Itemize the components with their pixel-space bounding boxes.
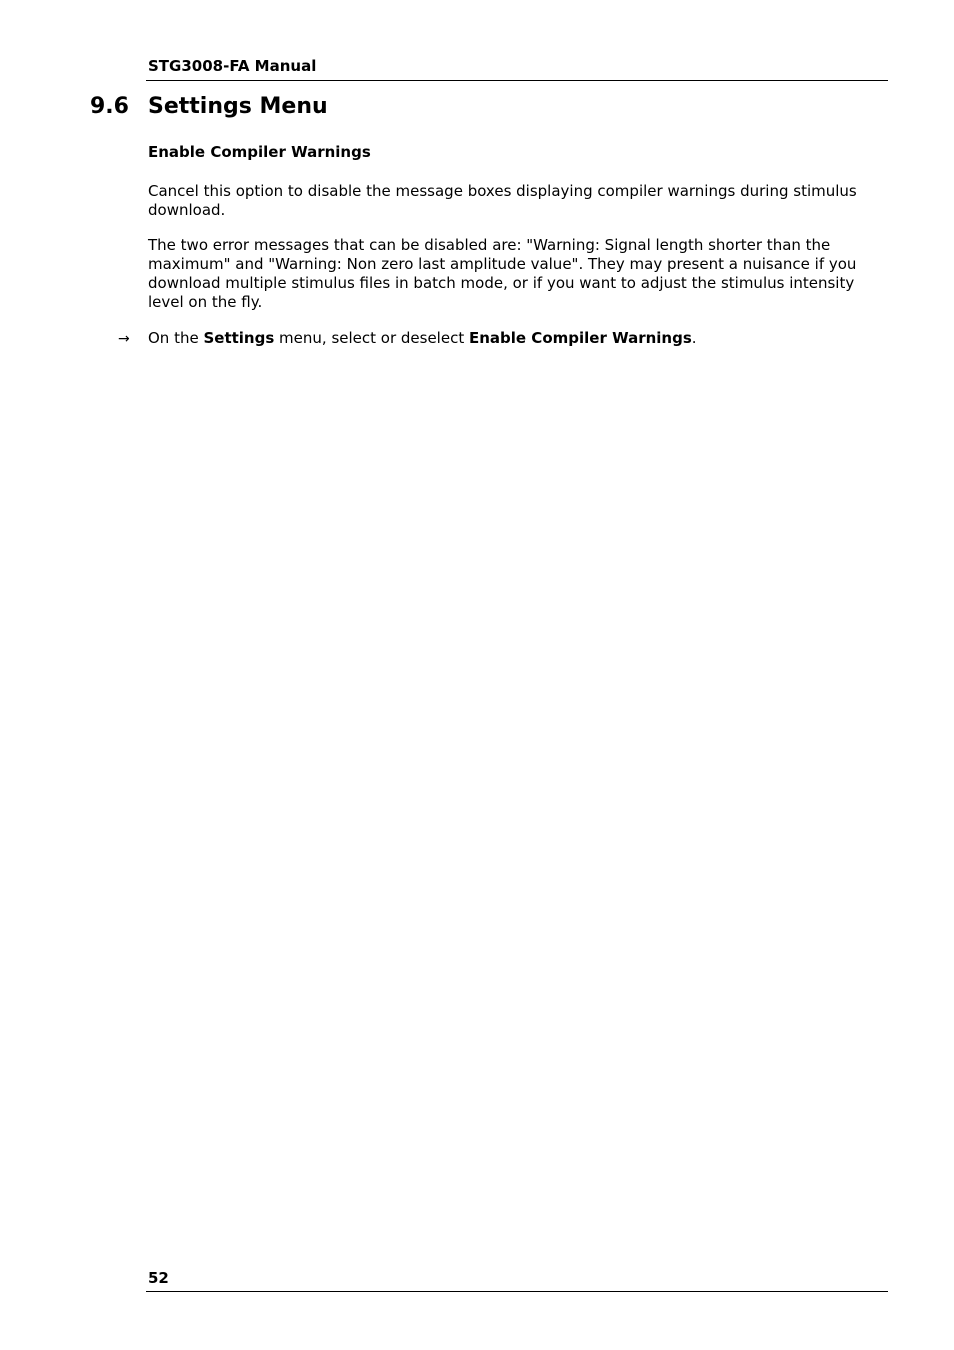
footer-divider xyxy=(146,1291,888,1292)
running-header: STG3008-FA Manual xyxy=(148,57,317,75)
subheading: Enable Compiler Warnings xyxy=(148,143,371,161)
step-text: On the xyxy=(148,329,204,347)
paragraph-description: Cancel this option to disable the message boxes displaying compiler warnings during stimulus download. xyxy=(148,182,857,219)
step-text: . xyxy=(691,329,697,347)
instruction-step xyxy=(118,329,868,349)
right-arrow-icon: → xyxy=(118,331,130,347)
step-text: menu, select or deselect xyxy=(274,329,469,347)
section-heading xyxy=(90,92,328,122)
step-option-name: Enable Compiler Warnings xyxy=(468,329,692,347)
header-divider xyxy=(146,80,888,81)
step-menu-name: Settings xyxy=(203,329,275,347)
page-number: 52 xyxy=(148,1269,169,1287)
paragraph-details: The two error messages that can be disabled are: "Warning: Signal length shorter than the maximum" and "Warning: Non zero last amplitude value". They may present a nuisance if you download multiple stimulus files in batch mode, or if you want to adjust the stimulus intensity level on the fly. xyxy=(148,236,857,311)
section-number: 9.6 xyxy=(90,94,129,119)
section-title: Settings Menu xyxy=(148,94,328,119)
